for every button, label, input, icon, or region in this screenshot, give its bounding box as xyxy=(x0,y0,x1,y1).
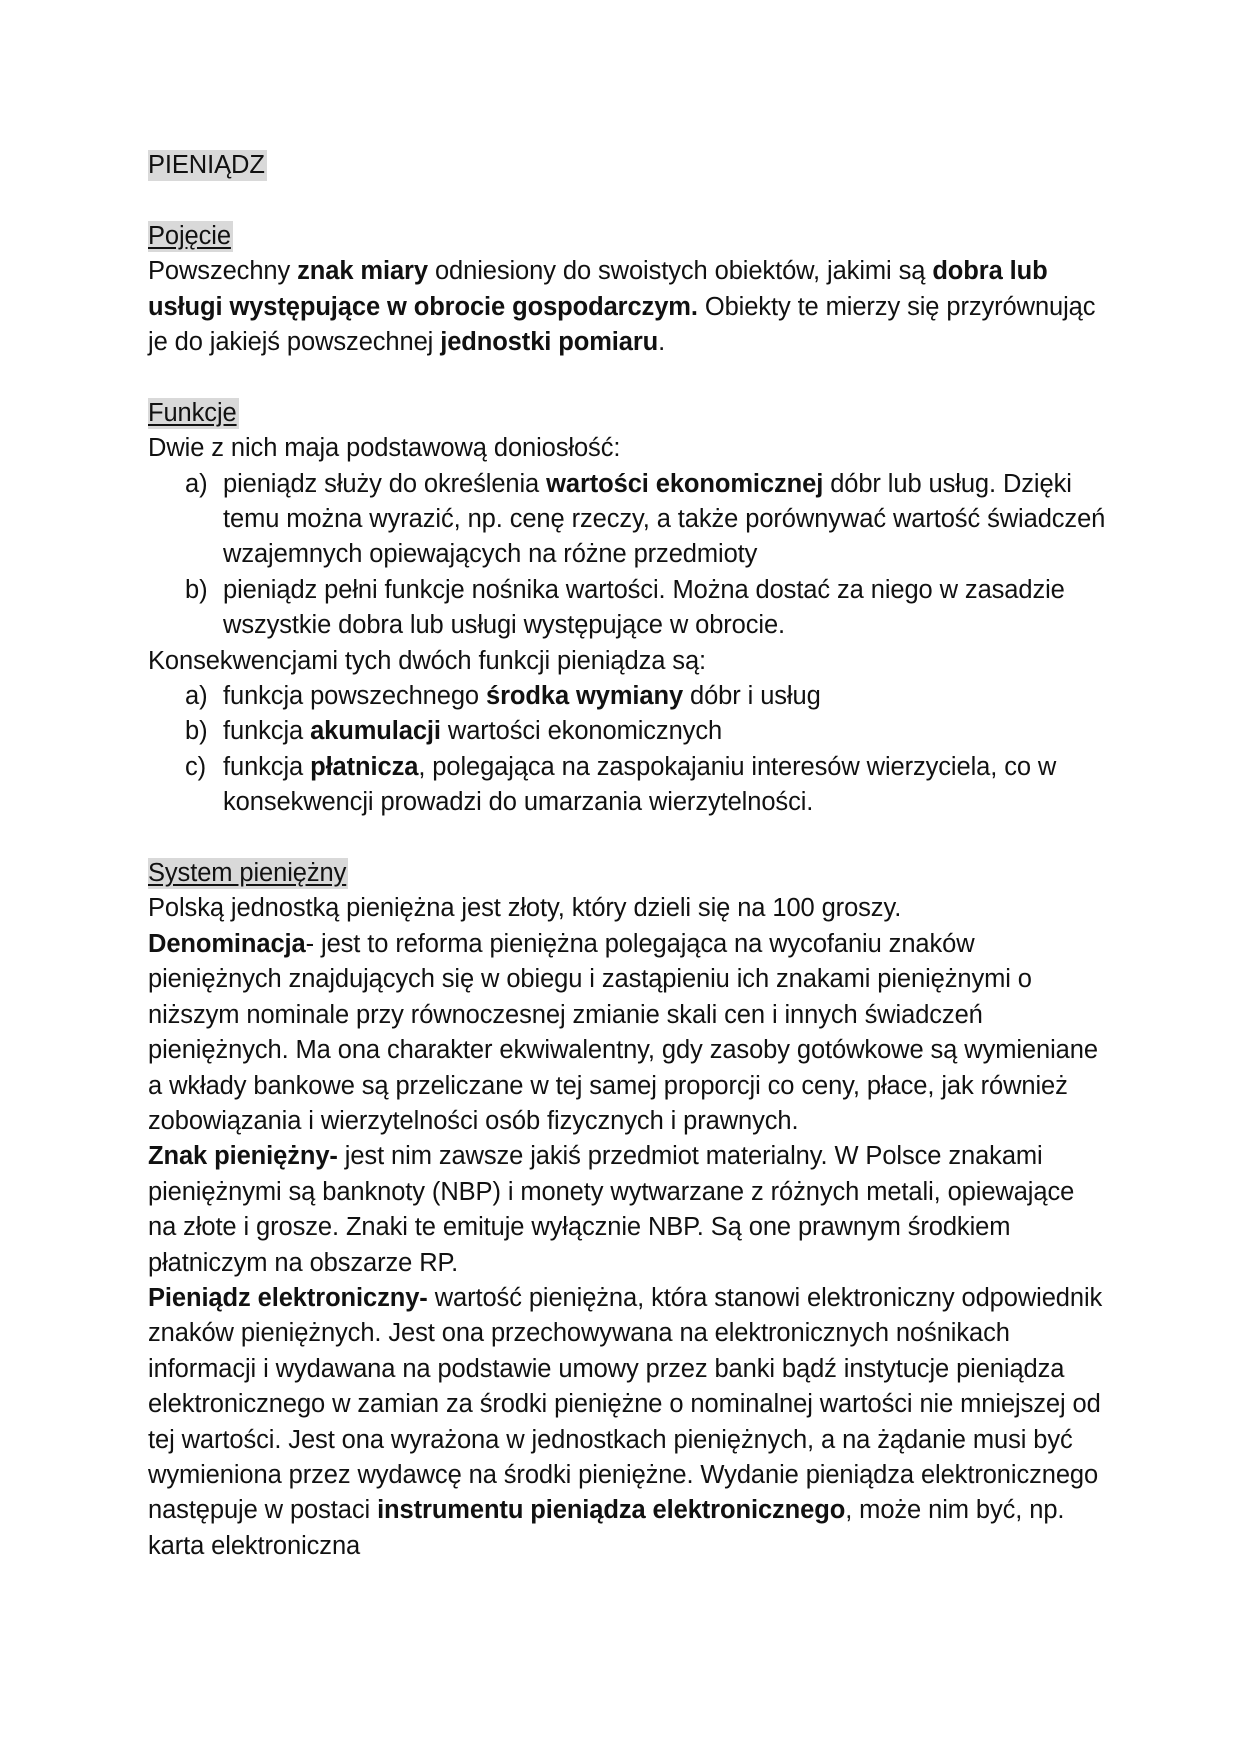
spacer xyxy=(148,183,1108,218)
list-item: b) pieniądz pełni funkcje nośnika wartości. Można dostać za niego w zasadzie wszystkie dobra lub usługi występujące w obrocie. xyxy=(185,575,1065,640)
list-basic-functions xyxy=(148,467,1108,644)
paragraph-denominacja: Denominacja- jest to reforma pieniężna polegająca na wycofaniu znaków pieniężnych znajdujących się w obiegu i zastąpieniu ich znakami pieniężnymi o niższym nominale przy równoczesnej zmianie skali cen i innych świadczeń pieniężnych. Ma ona charakter ekwiwalentny, gdy zasoby gotówkowe są wymieniane a wkłady bankowe są przeliczane w tej samej proporcji co ceny, płace, jak również zobowiązania i wierzytelności osób fizycznych i prawnych. xyxy=(148,929,1098,1135)
section-heading-system: System pieniężny xyxy=(148,859,347,888)
page-title: PIENIĄDZ xyxy=(148,151,265,179)
section-heading-funkcje: Funkcje xyxy=(148,398,237,427)
list-item: a) funkcja powszechnego środka wymiany dóbr i usług xyxy=(185,682,821,711)
paragraph-system-unit: Polską jednostką pieniężna jest złoty, który dzieli się na 100 groszy. xyxy=(148,894,902,923)
list-item: b) funkcja akumulacji wartości ekonomicznych xyxy=(185,717,723,746)
section-heading-pojecie: Pojęcie xyxy=(148,221,231,250)
spacer xyxy=(148,360,1108,395)
list-item: a) pieniądz służy do określenia wartości ekonomicznej dóbr lub usług. Dzięki temu można wyrazić, np. cenę rzeczy, a także porównywać wartość świadczeń wzajemnych opiewających na różne przedmioty xyxy=(185,469,1106,569)
paragraph-funkcje-consequences: Konsekwencjami tych dwóch funkcji pieniądza są: xyxy=(148,646,707,675)
paragraph-znak-pieniezny: Znak pieniężny- jest nim zawsze jakiś przedmiot materialny. W Polsce znakami pieniężnymi są banknoty (NBP) i monety wytwarzane z różnych metali, opiewające na złote i grosze. Znaki te emituje wyłącznie NBP. Są one prawnym środkiem płatniczym na obszarze RP. xyxy=(148,1142,1075,1277)
document-content xyxy=(148,148,1108,1564)
paragraph-funkcje-intro: Dwie z nich maja podstawową doniosłość: xyxy=(148,434,621,463)
paragraph-pieniadz-elektroniczny: Pieniądz elektroniczny- wartość pieniężna, która stanowi elektroniczny odpowiednik znaków pieniężnych. Jest ona przechowywana na elektronicznych nośnikach informacji i wydawana na podstawie umowy przez banki bądź instytucje pieniądza elektronicznego w zamian za środki pieniężne o nominalnej wartości nie mniejszej od tej wartości. Jest ona wyrażona w jednostkach pieniężnych, a na żądanie musi być wymieniona przez wydawcę na środki pieniężne. Wydanie pieniądza elektronicznego następuje w postaci instrumentu pieniądza elektronicznego, może nim być, np. karta elektroniczna xyxy=(148,1283,1103,1560)
list-consequences xyxy=(148,679,1108,821)
spacer xyxy=(148,821,1108,856)
paragraph-pojecie: Powszechny znak miary odniesiony do swoistych obiektów, jakimi są dobra lub usługi występujące w obrocie gospodarczym. Obiekty te mierzy się przyrównując je do jakiejś powszechnej jednostki pomiaru. xyxy=(148,257,1096,357)
list-item: c) funkcja płatnicza, polegająca na zaspokajaniu interesów wierzyciela, co w konsekwencji prowadzi do umarzania wierzytelności. xyxy=(185,752,1057,817)
